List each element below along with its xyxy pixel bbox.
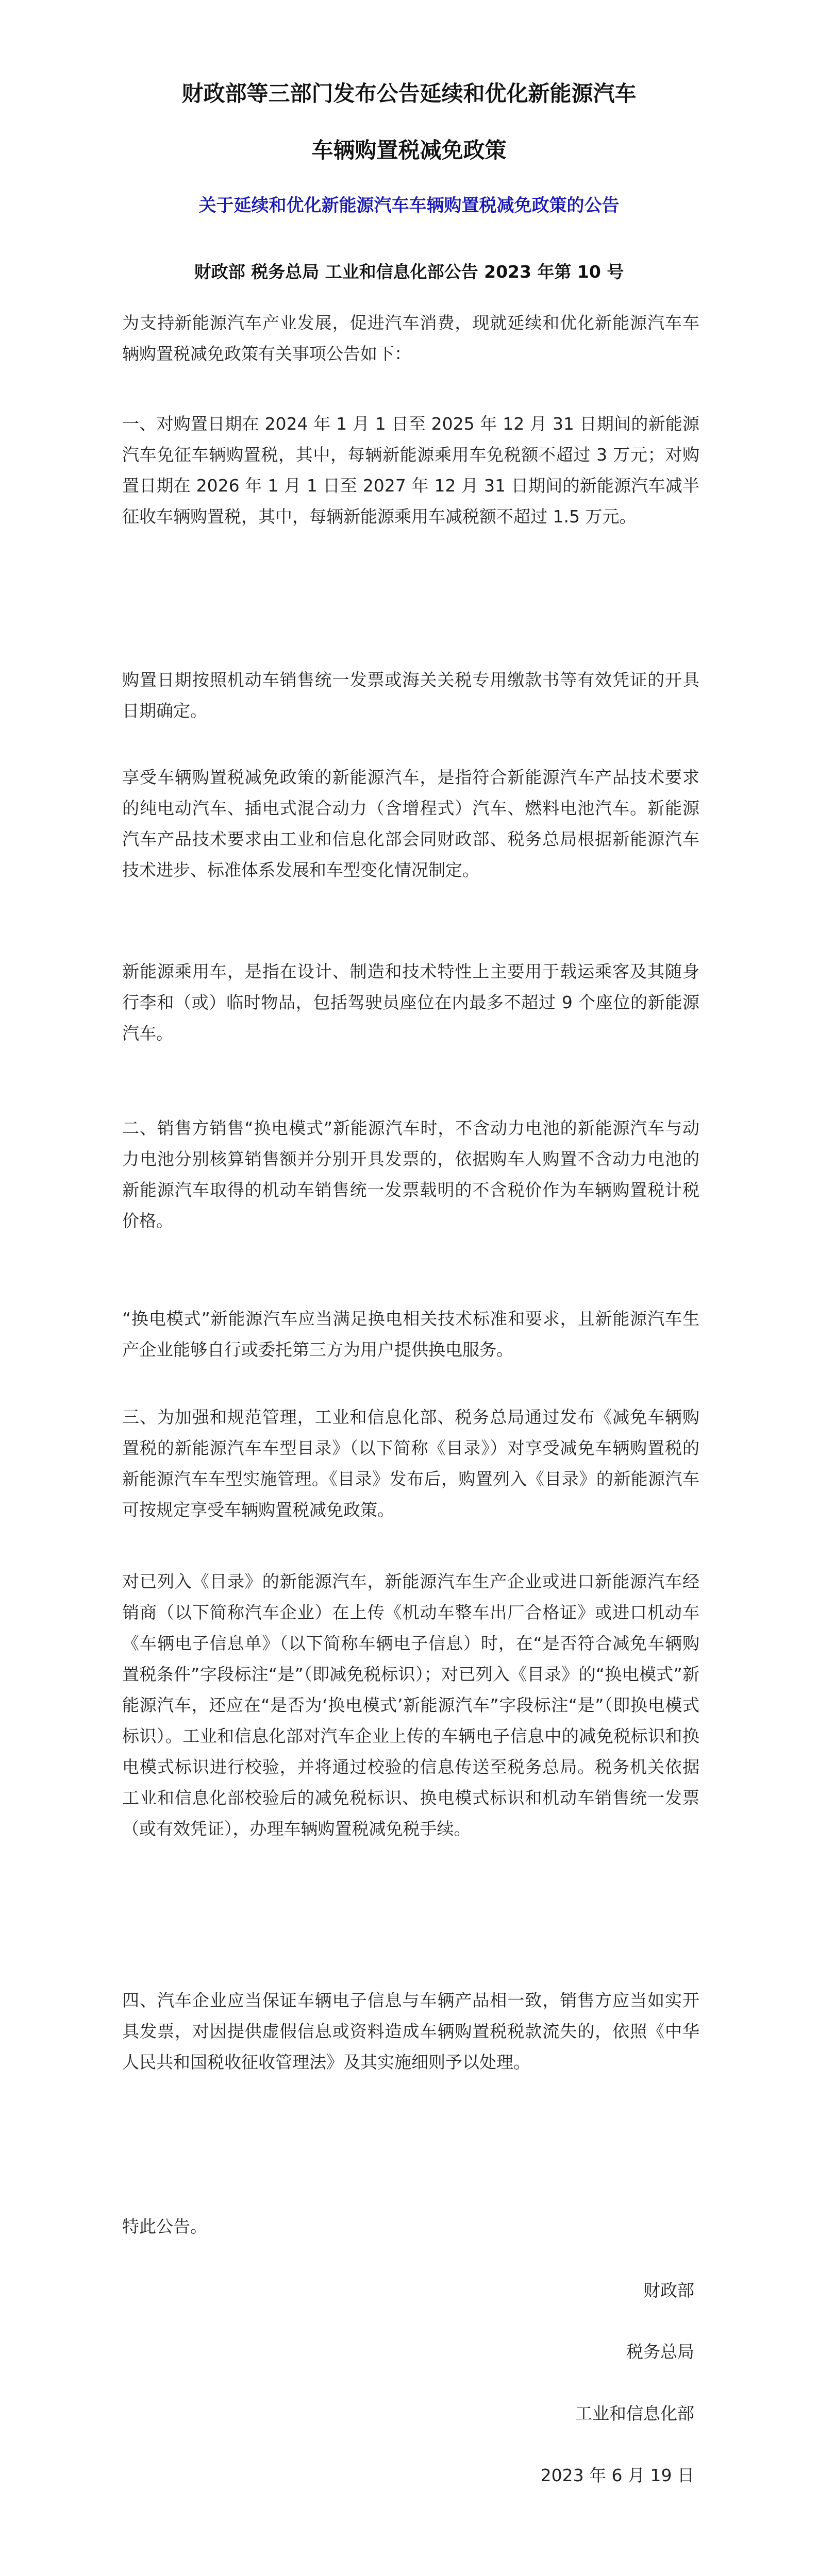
purchase-date-paragraph: 购置日期按照机动车销售统一发票或海关关税专用缴款书等有效凭证的开具日期确定。 [122, 670, 699, 721]
signature-tax-administration: 税务总局 [626, 2342, 694, 2362]
catalog-procedure-paragraph: 对已列入《目录》的新能源汽车，新能源汽车生产企业或进口新能源汽车经销商（以下简称汽车企业）在上传《机动车整车出厂合格证》或进口机动车《车辆电子信息单》（以下简称车辆电子信息）时，在“是否符合减免车辆购置税条件”字段标注“是”（即减免税标识）；对已列入《目录》的“换电模式”新能源汽车，还应在“是否为‘换电模式’新能源汽车”字段标注“是”（即换电模式标识）。工业和信息化部对汽车企业上传的车辆电子信息中的减免税标识和换电模式标识进行校验，并将通过校验的信息传送至税务总局。税务机关依据工业和信息化部校验后的减免税标识、换电模式标识和机动车销售统一发票（或有效凭证），办理车辆购置税减免税手续。 [122, 1571, 699, 1839]
page-title-line-2: 车辆购置税减免政策 [311, 138, 507, 163]
announcement-date: 2023 年 6 月 19 日 [540, 2465, 694, 2485]
intro-paragraph: 为支持新能源汽车产业发展，促进汽车消费，现就延续和优化新能源汽车车辆购置税减免政策有关事项公告如下： [122, 313, 699, 364]
section-3-paragraph: 三、为加强和规范管理，工业和信息化部、税务总局通过发布《减免车辆购置税的新能源汽车车型目录》（以下简称《目录》）对享受减免车辆购置税的新能源汽车车型实施管理。《目录》发布后，购置列入《目录》的新能源汽车可按规定享受车辆购置税减免政策。 [122, 1407, 699, 1520]
closing-statement: 特此公告。 [122, 2216, 207, 2236]
signature-ministry-of-finance: 财政部 [643, 2280, 694, 2300]
swap-mode-paragraph: “换电模式”新能源汽车应当满足换电相关技术标准和要求，且新能源汽车生产企业能够自行或委托第三方为用户提供换电服务。 [122, 1309, 699, 1360]
section-2-paragraph: 二、销售方销售“换电模式”新能源汽车时，不含动力电池的新能源汽车与动力电池分别核算销售额并分别开具发票的，依据购车人购置不含动力电池的新能源汽车取得的机动车销售统一发票载明的不含税价作为车辆购置税计税价格。 [122, 1118, 699, 1231]
section-4-paragraph: 四、汽车企业应当保证车辆电子信息与车辆产品相一致，销售方应当如实开具发票，对因提供虚假信息或资料造成车辆购置税税款流失的，依照《中华人民共和国税收征收管理法》及其实施细则予以处理。 [122, 1990, 699, 2072]
page-title-line-1: 财政部等三部门发布公告延续和优化新能源汽车 [181, 81, 637, 106]
document-number: 财政部 税务总局 工业和信息化部公告 2023 年第 10 号 [194, 262, 624, 282]
section-1-paragraph: 一、对购置日期在 2024 年 1 月 1 日至 2025 年 12 月 31 日期间的新能源汽车免征车辆购置税，其中，每辆新能源乘用车免税额不超过 3 万元；对购置日期在 2026 年 1 月 1 日至 2027 年 12 月 31 日期间的新能源汽车减半征收车辆购置税，其中，每辆新能源乘用车减税额不超过 1.5 万元。 [122, 414, 699, 527]
nev-definition-paragraph: 享受车辆购置税减免政策的新能源汽车，是指符合新能源汽车产品技术要求的纯电动汽车、插电式混合动力（含增程式）汽车、燃料电池汽车。新能源汽车产品技术要求由工业和信息化部会同财政部、税务总局根据新能源汽车技术进步、标准体系发展和车型变化情况制定。 [122, 767, 699, 880]
signature-miit: 工业和信息化部 [575, 2403, 694, 2424]
passenger-vehicle-definition-paragraph: 新能源乘用车，是指在设计、制造和技术特性上主要用于载运乘客及其随身行李和（或）临时物品，包括驾驶员座位在内最多不超过 9 个座位的新能源汽车。 [122, 961, 699, 1043]
announcement-subtitle: 关于延续和优化新能源汽车车辆购置税减免政策的公告 [198, 195, 620, 216]
